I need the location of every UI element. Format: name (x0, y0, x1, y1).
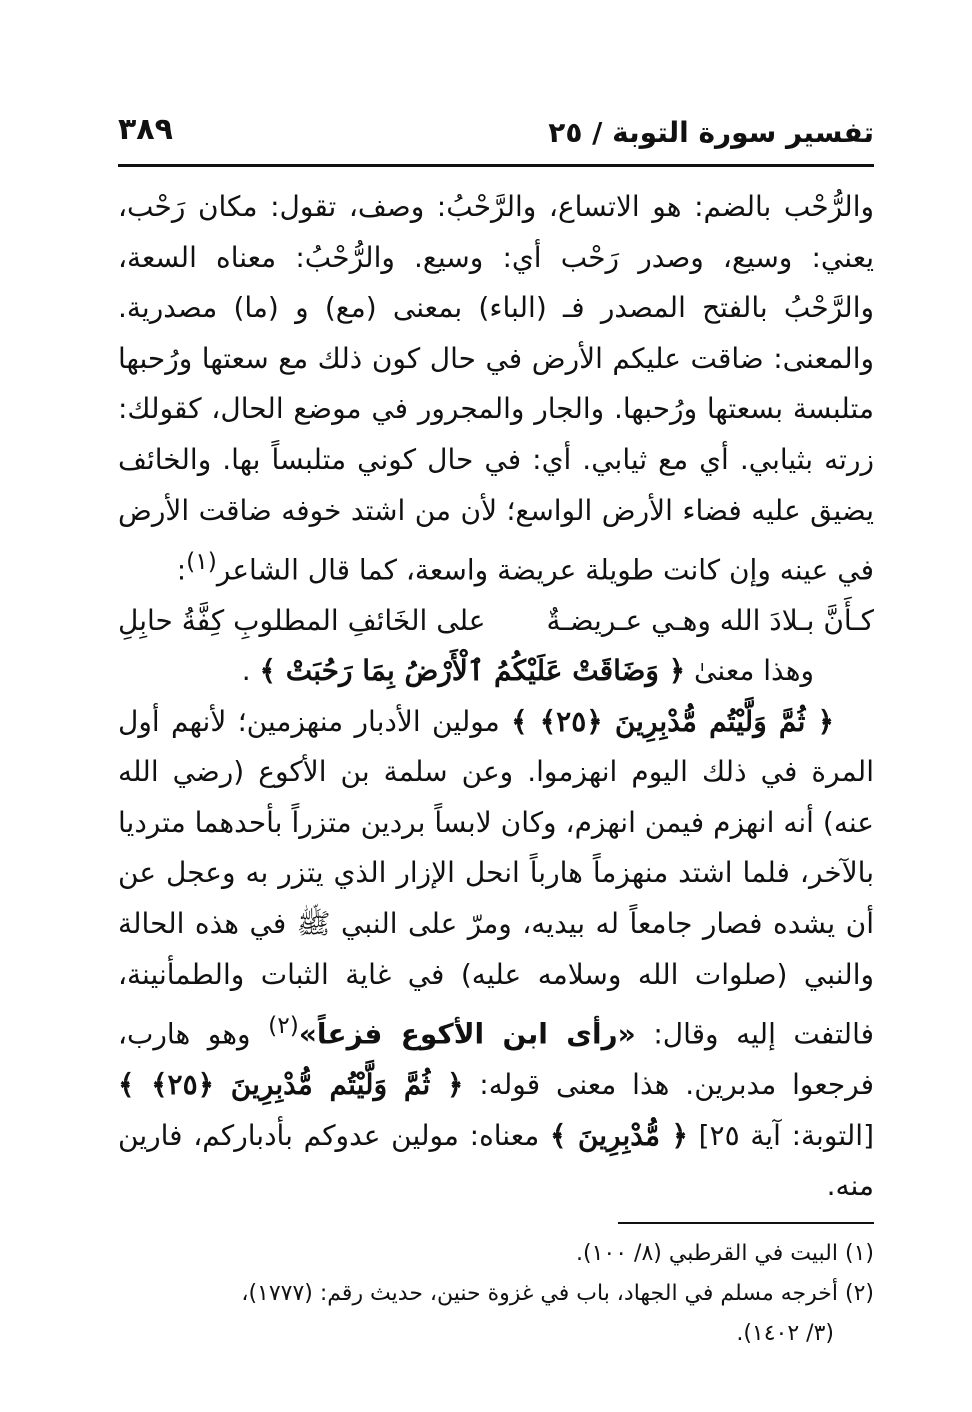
footnote-1 (118, 1234, 874, 1274)
meaning-end: . (241, 654, 251, 688)
hadith-quote: «رأى ابن الأكوع فزعاً» (298, 1017, 636, 1051)
verse-second-hemistich: على الخَائفِ المطلوبِ كِفَّةُ حابِلِ (118, 604, 486, 638)
footnote-1-number: (١) (844, 1241, 874, 1266)
verse-reference: [التوبة: آية ٢٥] (698, 1118, 874, 1152)
footnote-2-number: (٢) (844, 1281, 874, 1306)
footnote-2 (118, 1274, 874, 1314)
page-header (118, 112, 874, 162)
paragraph-2-text-c: معناه: مولين عدوكم بأدباركم، فارين منه. (118, 1118, 874, 1203)
footnote-rule (618, 1222, 874, 1224)
paragraph-1-text: والرُّحْب بالضم: هو الاتساع، والرَّحْبُ: وصف، تقول: مكان رَحْب، يعني: وسيع، وصدر رَحْب أي: وسيع. والرُّحْبُ: معناه السعة، والرَّحْبُ بالفتح المصدر فـ (الباء) بمعنى (مع) و (ما) مصدرية. والمعنى: ضاقت عليكم الأرض في حال كون ذلك مع سعتها ورُحبها متلبسة بسعتها ورُحبها. والجار والمجرور في موضع الحال، كقولك: زرته بثيابي. أي مع ثيابي. أي: في حال كوني متلبساً بها. والخائف يضيق عليه فضاء الأرض الواسع؛ لأن من اشتد خوفه ضاقت الأرض في عينه وإن كانت طويلة عريضة واسعة، كما قال الشاعر (118, 190, 874, 587)
footnote-ref-1: (١) (186, 547, 217, 576)
page-number: ٣٨٩ (118, 112, 173, 147)
body-text (118, 182, 874, 1212)
meaning-prefix: وهذا معنىٰ (694, 654, 814, 688)
poetry-verse (118, 596, 874, 646)
quran-quote-3: ﴿ ثُمَّ وَلَّيْتُم مُّدْبِرِينَ ﴿٢٥﴾ ﴾ (118, 1068, 464, 1102)
paragraph-1 (118, 182, 874, 596)
verse-first-hemistich: كـأَنَّ بـلادَ الله وهـي عـريضـةٌ (546, 604, 874, 638)
footnote-2-continuation: (٣/ ١٤٠٢). (736, 1321, 834, 1346)
running-title: تفسير سورة التوبة / ٢٥ (548, 116, 874, 149)
meaning-line (118, 646, 874, 697)
quran-quote-2: ﴿ ثُمَّ وَلَّيْتُم مُّدْبِرِينَ ﴿٢٥﴾ ﴾ (511, 704, 834, 738)
paragraph-2-text-a: مولين الأدبار منهزمين؛ لأنهم أول المرة في ذلك اليوم انهزموا. وعن سلمة بن الأكوع (رضي الله عنه) أنه انهزم فيمن انهزم، وكان لابساً بردين متزراً بأحدهما مترديا بالآخر، فلما اشتد منهزماً هارباً انحل الإزار الذي يتزر به وعجل عن أن يشده فصار جامعاً له بيديه، ومرّ على النبي ﷺ في هذه الحالة والنبي (صلوات الله وسلامه عليه) في غاية الثبات والطمأنينة، فالتفت إليه وقال: (118, 704, 874, 1051)
quran-word: ﴿ مُّدْبِرِينَ ﴾ (549, 1118, 688, 1152)
footnote-1-text: البيت في القرطبي (٨/ ١٠٠). (576, 1241, 838, 1266)
footnotes (118, 1234, 874, 1354)
quran-quote-1: ﴿ وَضَاقَتْ عَلَيْكُمُ ٱلْأَرْضُ بِمَا رَحُبَتْ ﴾ (259, 654, 686, 688)
footnote-2-text: أخرجه مسلم في الجهاد، باب في غزوة حنين، حديث رقم: (١٧٧٧)، (241, 1281, 838, 1306)
header-rule (118, 164, 874, 167)
footnote-ref-2: (٢) (268, 1011, 299, 1040)
paragraph-1-end: : (176, 553, 187, 587)
paragraph-2-text-b: وهو هارب، فرجعوا مدبرين. هذا معنى قوله: (118, 1017, 875, 1102)
paragraph-2 (118, 697, 874, 1212)
